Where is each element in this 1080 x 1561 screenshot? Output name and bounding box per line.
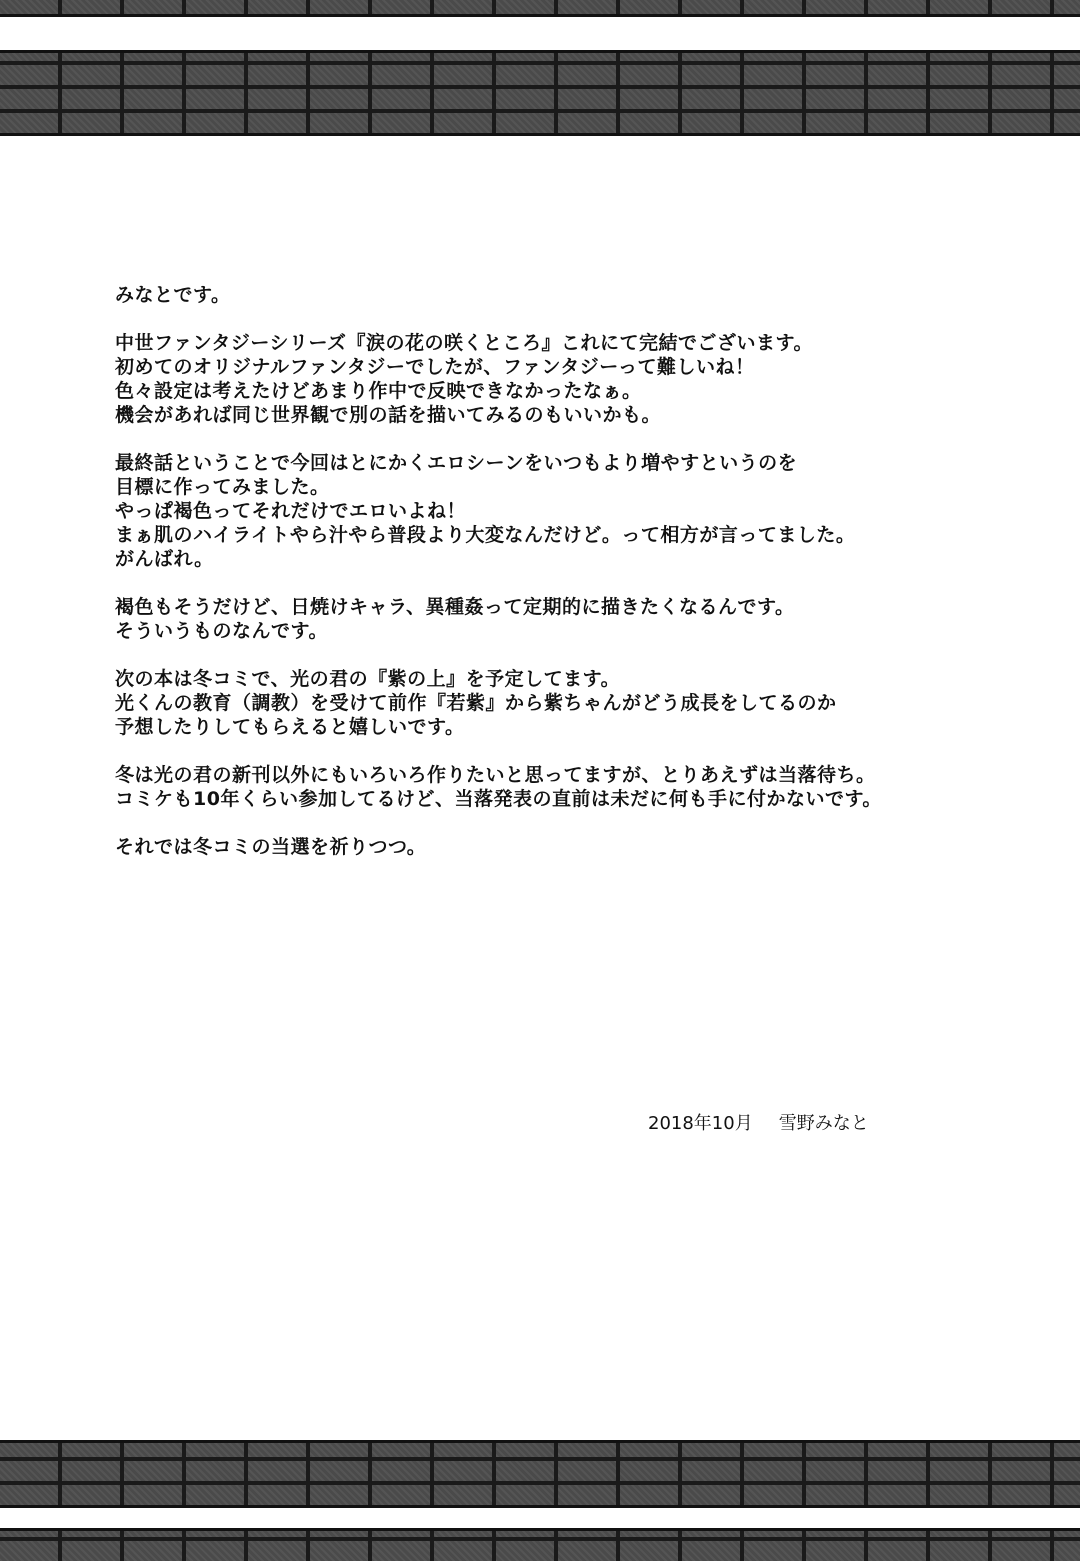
signature-date: 2018年10月 (648, 1113, 753, 1134)
paragraph-preferences (115, 595, 975, 643)
paragraph-winter-plans (115, 763, 975, 811)
signature-author: 雪野みなと (778, 1113, 869, 1134)
text-line: まぁ肌のハイライトやら汁やら普段より大変なんだけど。って相方が言ってました。 (115, 524, 856, 546)
paragraph-greeting (115, 283, 975, 307)
text-line: 初めてのオリジナルファンタジーでしたが、ファンタジーって難しいね！ (115, 356, 755, 378)
text-line: がんばれ。 (115, 548, 214, 570)
text-line: コミケも10年くらい参加してるけど、当落発表の直前は未だに何も手に付かないです。 (115, 788, 882, 810)
bottom-brick-border (0, 1440, 1080, 1508)
text-line: 光くんの教育（調教）を受けて前作『若紫』から紫ちゃんがどう成長をしてるのか (115, 692, 837, 714)
text-line: そういうものなんです。 (115, 620, 328, 642)
text-line: 冬は光の君の新刊以外にもいろいろ作りたいと思ってますが、とりあえずは当落待ち。 (115, 764, 876, 786)
text-line: みなとです。 (115, 284, 231, 306)
text-line: やっぱ褐色ってそれだけでエロいよね！ (115, 500, 467, 522)
top-brick-border-thin (0, 0, 1080, 17)
top-brick-border (0, 50, 1080, 136)
text-line: 機会があれば同じ世界観で別の話を描いてみるのもいいかも。 (115, 404, 662, 426)
text-line: それでは冬コミの当選を祈りつつ。 (115, 836, 427, 858)
bottom-brick-border-thin (0, 1528, 1080, 1561)
paragraph-final-episode (115, 451, 975, 571)
afterword-text (115, 283, 975, 883)
text-line: 最終話ということで今回はとにかくエロシーンをいつもより増やすというのを (115, 452, 798, 474)
paragraph-closing (115, 835, 975, 859)
text-line: 色々設定は考えたけどあまり作中で反映できなかったなぁ。 (115, 380, 642, 402)
paragraph-next-book (115, 667, 975, 739)
paragraph-series-end (115, 331, 975, 427)
text-line: 次の本は冬コミで、光の君の『紫の上』を予定してます。 (115, 668, 621, 690)
signature (648, 1112, 869, 1136)
text-line: 目標に作ってみました。 (115, 476, 330, 498)
text-line: 中世ファンタジーシリーズ『涙の花の咲くところ』これにて完結でございます。 (115, 332, 814, 354)
text-line: 褐色もそうだけど、日焼けキャラ、異種姦って定期的に描きたくなるんです。 (115, 596, 795, 618)
text-line: 予想したりしてもらえると嬉しいです。 (115, 716, 465, 738)
